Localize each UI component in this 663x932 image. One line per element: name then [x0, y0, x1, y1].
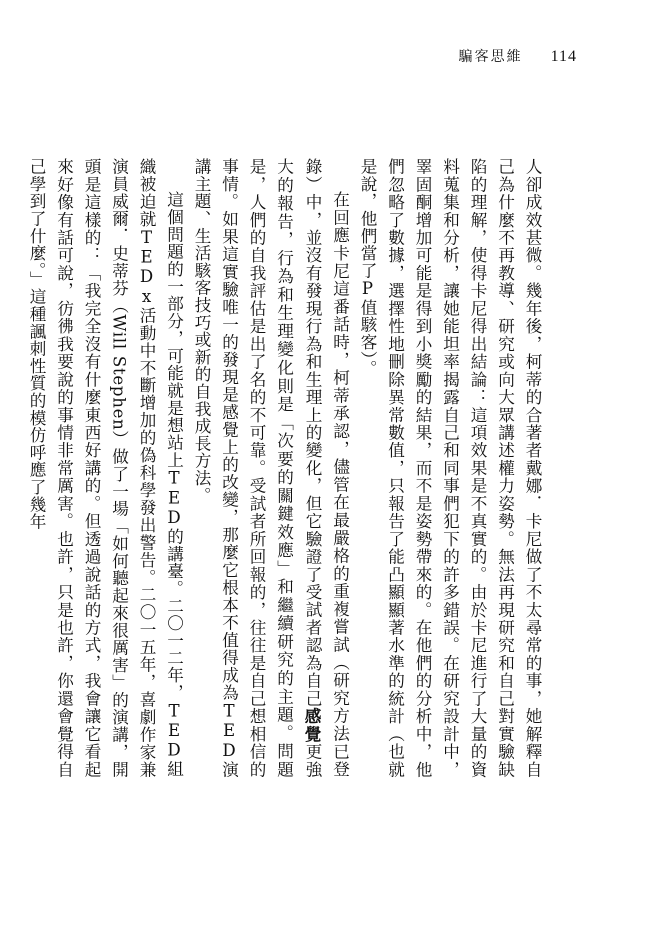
paragraph-1: 人卻成效甚微。幾年後，柯蒂的合著者戴娜．卡尼做了不太尋常的事，她解釋自己為什麼不再教導、研究或向大眾講述權力姿勢。無法再現研究和自己對實驗缺陷的理解，使得卡尼得出結論：這項效果是不真實的。由於卡尼進行了大量的資料蒐集和分析，讓她能坦率揭露自己和同事們犯下的許多錯誤。在研究設計中，睪固酮增加可能是得到小獎勵的結果，而不是姿勢帶來的。在他們的分析中，他們忽略了數據，選擇性地刪除異常數值，只報告了能凸顯顯著水準的統計（也就是說，他們當了P值駭客）。: [358, 158, 542, 778]
latin-name: Will Stephen: [109, 314, 129, 431]
running-title: 騙客思維: [458, 49, 523, 65]
paragraph-2-text-before: 在回應卡尼這番話時，柯蒂承認，儘管在最嚴格的重複嘗試（研究方法已登錄）中，並沒有發現行為和生理上的變化，但它驗證了受試者認為自己: [303, 158, 350, 778]
paragraph-3-text-b: ）做了一場「如何聽起來很厲害」的演講，開頭是這樣的：「我完全沒有什麼東西好講的。但透過說話的方式，我會讓它看起來好像有話可說，彷彿我要說的事情非常厲害。也許，只是也許，你還會覺得自己學到了什麼。」這種諷刺性質的模仿呼應了幾年: [27, 158, 129, 778]
page-number: 114: [550, 48, 577, 65]
paragraph-2: [188, 158, 354, 778]
paragraph-2-text-after: 更強大的報告，行為和生理變化則是「次要的關鍵效應」和繼續研究的主題。問題是，人們的自我評估是出了名的不可靠。受試者所回報的，往往是自己想相信的事情。如果這實驗唯一的發現是感覺上的改變，那麼它根本不值得成為TED演講主題、生活駭客技巧或新的自我成長方法。: [192, 158, 322, 778]
emphasized-word: 感覺: [302, 707, 322, 743]
running-header: [459, 46, 577, 66]
paragraph-3: [23, 158, 188, 778]
body-text: [27, 158, 546, 778]
paragraph-3-text-a: 這個問題的一部分，可能就是想站上TED的講臺。二〇一二年，TED組織被迫就TEDx活動中不斷增加的偽科學發出警告。二〇一五年，喜劇作家兼演員威爾．史蒂芬（: [109, 158, 184, 778]
